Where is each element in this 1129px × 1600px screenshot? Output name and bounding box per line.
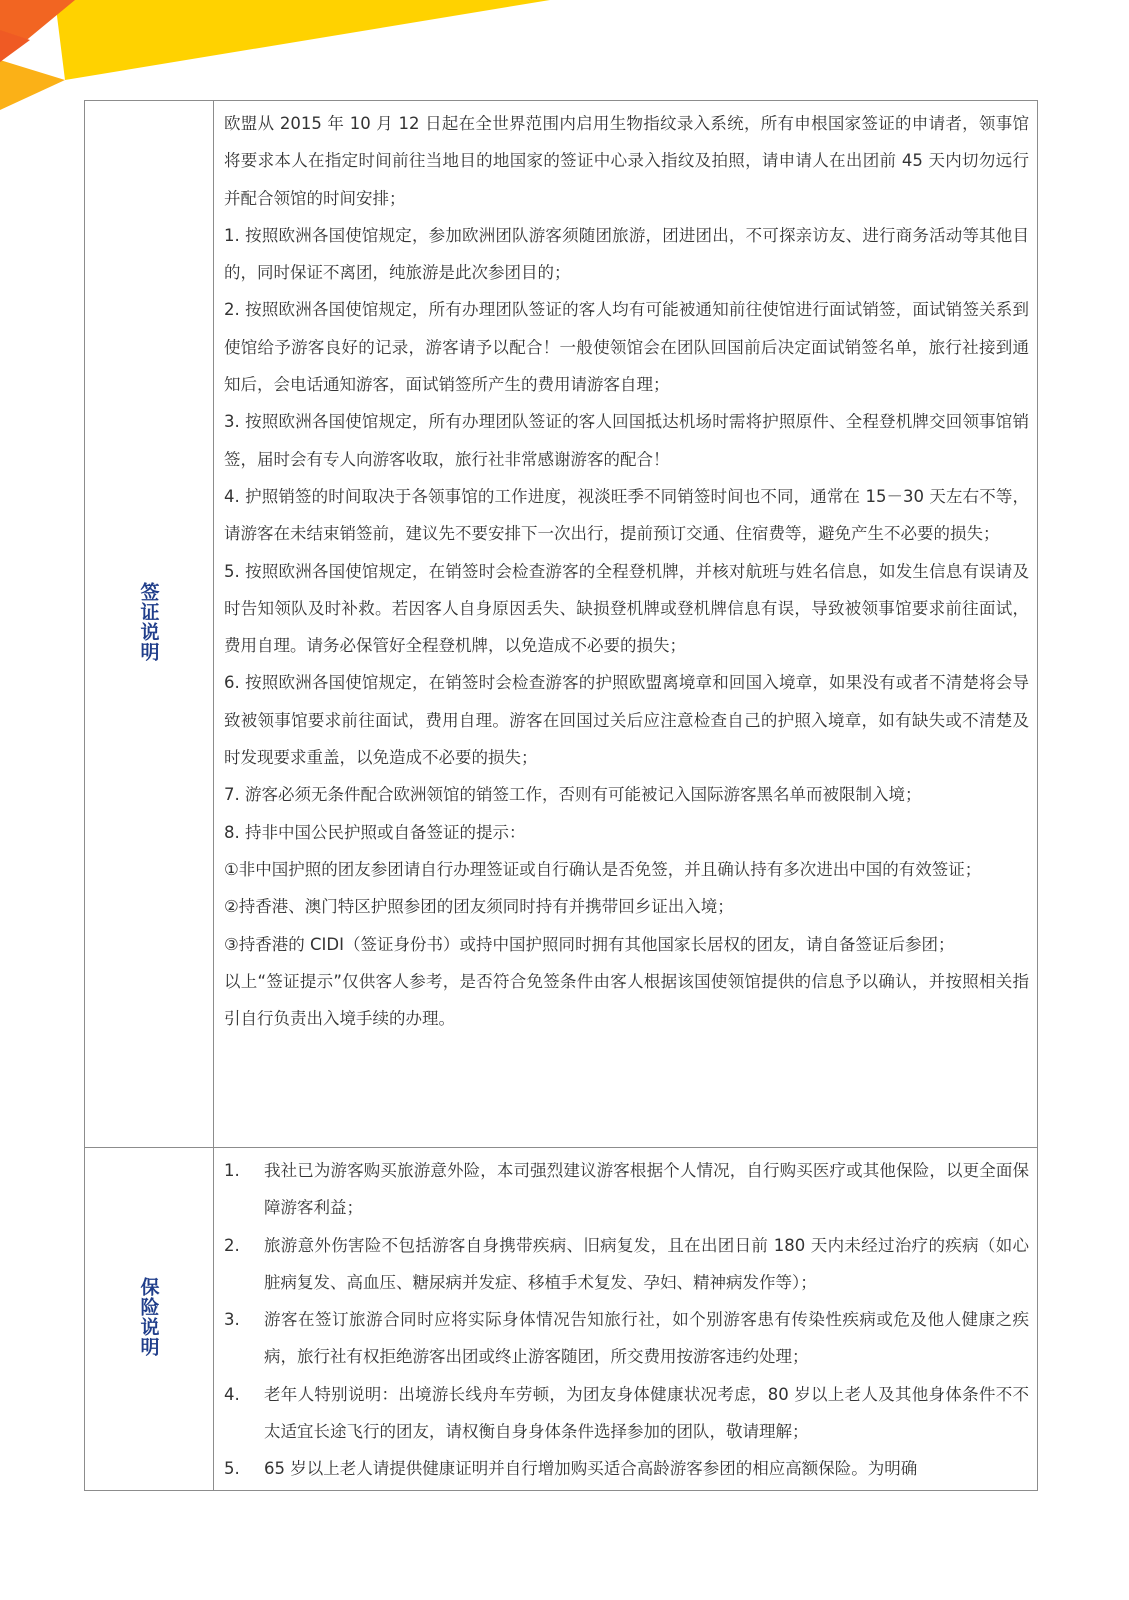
insurance-item-number: 3. xyxy=(224,1310,240,1330)
insurance-label-cell xyxy=(85,1148,214,1491)
visa-note-3: 3. 按照欧洲各国使馆规定，所有办理团队签证的客人回国抵达机场时需将护照原件、全程登机牌交回领事馆销签，届时会有专人向游客收取，旅行社非常感谢游客的配合！ xyxy=(224,412,1029,469)
visa-content xyxy=(214,101,1038,1148)
corner-decoration xyxy=(0,0,1129,110)
insurance-item xyxy=(224,1152,1029,1227)
insurance-item xyxy=(224,1227,1029,1302)
visa-subnote-2: ②持香港、澳门特区护照参团的团友须同时持有并携带回乡证出入境； xyxy=(224,897,734,917)
visa-note-2: 2. 按照欧洲各国使馆规定，所有办理团队签证的客人均有可能被通知前往使馆进行面试销签，面试销签关系到使馆给予游客良好的记录，游客请予以配合！一般使领馆会在团队回国前后决定面试销签名单，旅行社接到通知后，会电话通知游客，面试销签所产生的费用请游客自理； xyxy=(224,300,1029,395)
visa-note-7: 7. 游客必须无条件配合欧洲领馆的销签工作，否则有可能被记入国际游客黑名单而被限制入境； xyxy=(224,785,922,805)
insurance-item xyxy=(224,1450,1029,1487)
visa-intro: 欧盟从 2015 年 10 月 12 日起在全世界范围内启用生物指纹录入系统，所有申根国家签证的申请者，领事馆将要求本人在指定时间前往当地目的地国家的签证中心录入指纹及拍照，请申请人在出团前 45 天内切勿远行并配合领馆的时间安排； xyxy=(224,114,1029,208)
info-table xyxy=(84,100,1038,1491)
insurance-label: 保险说明 xyxy=(137,1276,160,1357)
yellow-stripe xyxy=(55,0,550,80)
visa-row xyxy=(85,101,1038,1148)
insurance-item xyxy=(224,1301,1029,1376)
insurance-item-text: 65 岁以上老人请提供健康证明并自行增加购买适合高龄游客参团的相应高额保险。为明确 xyxy=(264,1459,918,1479)
insurance-item-number: 1. xyxy=(224,1161,240,1180)
visa-label-cell xyxy=(85,101,214,1148)
visa-disclaimer: 以上“签证提示”仅供客人参考，是否符合免签条件由客人根据该国使领馆提供的信息予以确认，并按照相关指引自行负责出入境手续的办理。 xyxy=(224,971,1029,1029)
insurance-item-text: 旅游意外伤害险不包括游客自身携带疾病、旧病复发，且在出团日前 180 天内未经过治疗的疾病（如心脏病复发、高血压、糖尿病并发症、移植手术复发、孕妇、精神病发作等）； xyxy=(264,1235,1029,1292)
insurance-item-text: 老年人特别说明：出境游长线舟车劳顿，为团友身体健康状况考虑，80 岁以上老人及其他身体条件不不太适宜长途飞行的团友，请权衡自身身体条件选择参加的团队，敬请理解； xyxy=(264,1384,1029,1442)
amber-stripe xyxy=(0,60,65,110)
visa-note-4: 4. 护照销签的时间取决于各领事馆的工作进度，视淡旺季不同销签时间也不同，通常在 15－30 天左右不等，请游客在未结束销签前，建议先不要安排下一次出行，提前预订交通、住宿费等，避免产生不必要的损失； xyxy=(224,486,1029,544)
visa-note-8: 8. 持非中国公民护照或自备签证的提示： xyxy=(224,822,526,842)
insurance-item-number: 4. xyxy=(224,1384,240,1404)
visa-subnote-1: ①非中国护照的团友参团请自行办理签证或自行确认是否免签，并且确认持有多次进出中国的有效签证； xyxy=(224,859,982,879)
insurance-item-number: 5. xyxy=(224,1459,240,1479)
insurance-item-text: 我社已为游客购买旅游意外险，本司强烈建议游客根据个人情况，自行购买医疗或其他保险，以更全面保障游客利益； xyxy=(264,1161,1029,1218)
insurance-row xyxy=(85,1148,1038,1491)
visa-note-6: 6. 按照欧洲各国使馆规定，在销签时会检查游客的护照欧盟离境章和回国入境章，如果没有或者不清楚将会导致被领事馆要求前往面试，费用自理。游客在回国过关后应注意检查自己的护照入境章，如有缺失或不清楚及时发现要求重盖，以免造成不必要的损失； xyxy=(224,673,1029,768)
visa-note-1: 1. 按照欧洲各国使馆规定，参加欧洲团队游客须随团旅游，团进团出，不可探亲访友、进行商务活动等其他目的，同时保证不离团，纯旅游是此次参团目的； xyxy=(224,225,1029,283)
visa-subnote-3: ③持香港的 CIDI（签证身份书）或持中国护照同时拥有其他国家长居权的团友，请自备签证后参团； xyxy=(224,934,955,954)
insurance-item xyxy=(224,1376,1029,1451)
insurance-item-number: 2. xyxy=(224,1235,240,1255)
visa-label: 签证说明 xyxy=(137,582,160,662)
visa-note-5: 5. 按照欧洲各国使馆规定，在销签时会检查游客的全程登机牌，并核对航班与姓名信息，如发生信息有误请及时告知领队及时补救。若因客人自身原因丢失、缺损登机牌或登机牌信息有误，导致被领事馆要求前往面试，费用自理。请务必保管好全程登机牌，以免造成不必要的损失； xyxy=(224,561,1029,656)
insurance-item-text: 游客在签订旅游合同时应将实际身体情况告知旅行社，如个别游客患有传染性疾病或危及他人健康之疾病，旅行社有权拒绝游客出团或终止游客随团，所交费用按游客违约处理； xyxy=(264,1310,1029,1367)
insurance-content xyxy=(214,1148,1038,1491)
